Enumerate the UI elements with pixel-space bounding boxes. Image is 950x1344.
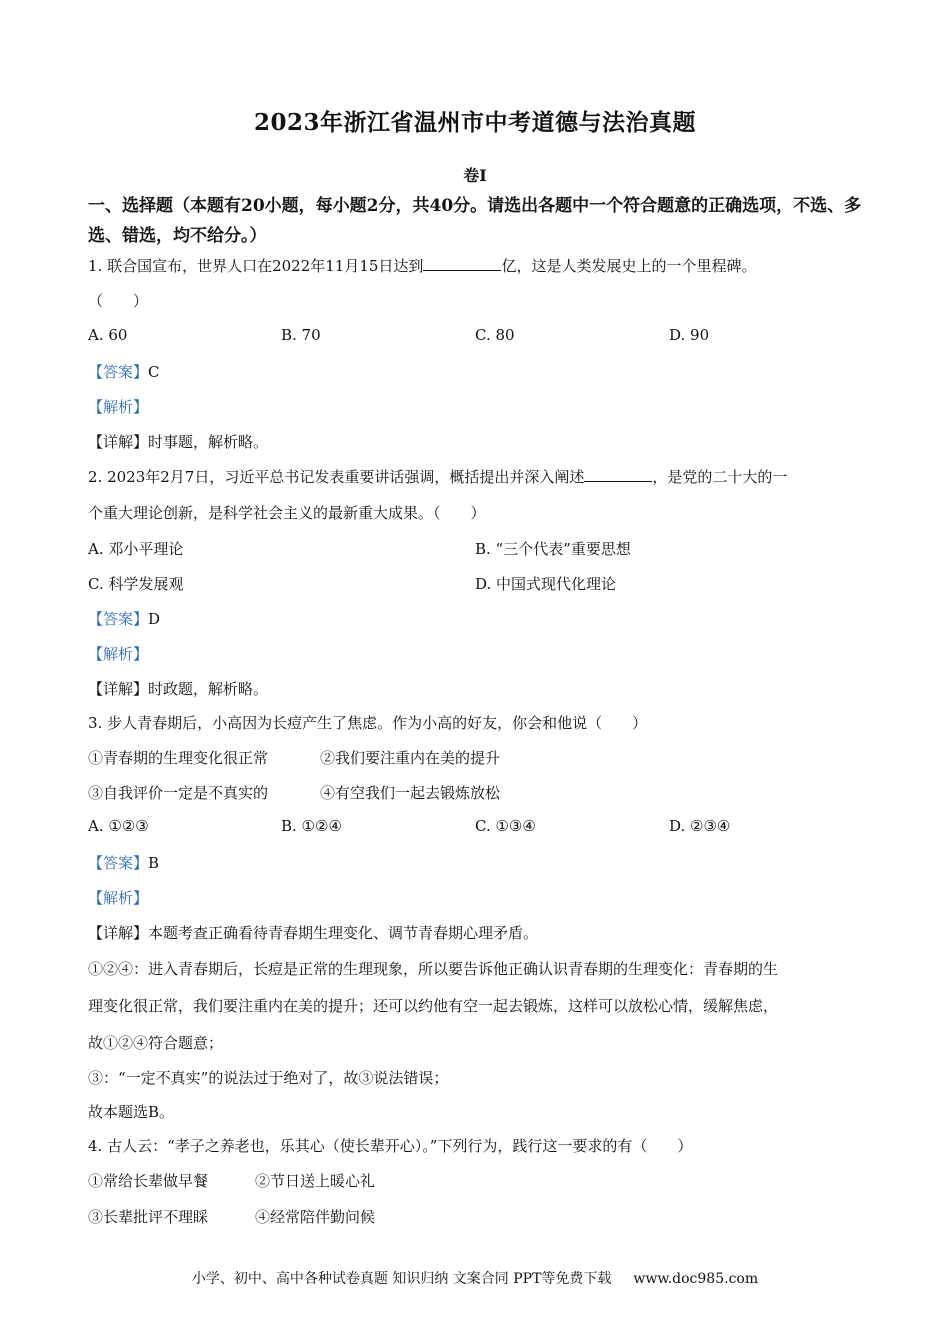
question-1-answer xyxy=(88,361,160,382)
question-2-stem-start: 2. 2023年2月7日，习近平总书记发表重要讲话强调，概括提出并深入阐述 xyxy=(88,468,585,486)
question-3-option-b: B. ①②④ xyxy=(281,817,342,835)
question-3-analysis-tag: 【解析】 xyxy=(88,889,149,907)
question-2-answer xyxy=(88,608,160,629)
question-2-option-c: C. 科学发展观 xyxy=(88,575,184,593)
answer-tag: 【答案】 xyxy=(88,363,149,381)
answer-blank xyxy=(423,256,501,271)
question-2-analysis-tag: 【解析】 xyxy=(88,645,149,663)
question-1-analysis-tag: 【解析】 xyxy=(88,398,149,416)
answer-tag: 【答案】 xyxy=(88,610,149,628)
question-3-explain-line: ③：“一定不真实”的说法过于绝对了，故③说法错误； xyxy=(88,1069,449,1087)
question-4-item-3: ③长辈批评不理睬 xyxy=(88,1208,209,1226)
question-3-item-2: ②我们要注重内在美的提升 xyxy=(320,749,501,767)
question-3-item-1: ①青春期的生理变化很正常 xyxy=(88,749,269,767)
question-1-stem-start: 1. 联合国宣布，世界人口在2022年11月15日达到 xyxy=(88,257,424,275)
question-3-conclusion: 故本题选B。 xyxy=(88,1103,175,1121)
question-1-option-b: B. 70 xyxy=(281,326,321,344)
question-2-stem xyxy=(88,466,787,487)
footer-website-link[interactable]: www.doc985.com xyxy=(633,1271,759,1287)
question-3-answer xyxy=(88,852,159,873)
question-1-stem-end: 亿，这是人类发展史上的一个里程碑。 xyxy=(501,257,757,275)
answer-value: B xyxy=(148,854,160,872)
footer-text: 小学、初中、高中各种试卷真题 知识归纳 文案合同 PPT等免费下载 xyxy=(191,1271,612,1287)
question-3-explain-line: ①②④：进入青春期后，长痘是正常的生理现象，所以要告诉他正确认识青春期的生理变化：青春期的生 xyxy=(88,960,779,978)
question-3-explain-line: 理变化很正常，我们要注重内在美的提升；还可以约他有空一起去锻炼，这样可以放松心情，缓解焦虑， xyxy=(88,997,779,1015)
question-2-option-d: D. 中国式现代化理论 xyxy=(475,575,617,593)
question-1-option-c: C. 80 xyxy=(475,326,515,344)
answer-tag: 【答案】 xyxy=(88,854,149,872)
question-1-stem xyxy=(88,255,756,276)
question-3-option-c: C. ①③④ xyxy=(475,817,536,835)
question-1-option-a: A. 60 xyxy=(88,326,128,344)
question-2-option-b: B. “三个代表”重要思想 xyxy=(475,540,631,558)
question-2-detail: 【详解】时政题，解析略。 xyxy=(88,680,269,698)
section-heading: 一、选择题（本题有20小题，每小题2分，共40分。请选出各题中一个符合题意的正确选项，不选、多选、错选，均不给分。） xyxy=(88,196,862,246)
answer-value: C xyxy=(148,363,160,381)
question-3-detail: 【详解】本题考查正确看待青春期生理变化、调节青春期心理矛盾。 xyxy=(88,924,539,942)
answer-value: D xyxy=(148,610,161,628)
question-4-item-1: ①常给长辈做早餐 xyxy=(88,1172,209,1190)
question-1-detail: 【详解】时事题，解析略。 xyxy=(88,433,269,451)
question-1-paren: （ ） xyxy=(88,292,149,310)
question-3-option-d: D. ②③④ xyxy=(669,817,731,835)
question-4-item-4: ④经常陪伴勤问候 xyxy=(255,1208,376,1226)
question-3-option-a: A. ①②③ xyxy=(88,817,149,835)
paper-section-label: 卷I xyxy=(463,166,487,185)
question-4-item-2: ②节日送上暖心礼 xyxy=(255,1172,376,1190)
question-2-option-a: A. 邓小平理论 xyxy=(88,540,184,558)
question-2-stem-end: ，是党的二十大的一 xyxy=(652,468,788,486)
page-title: 2023年浙江省温州市中考道德与法治真题 xyxy=(253,109,696,136)
question-3-stem: 3. 步人青春期后，小高因为长痘产生了焦虑。作为小高的好友，你会和他说（ ） xyxy=(88,714,648,732)
question-1-option-d: D. 90 xyxy=(669,326,710,344)
question-3-item-3: ③自我评价一定是不真实的 xyxy=(88,784,269,802)
page-footer xyxy=(0,1268,950,1288)
answer-blank xyxy=(584,467,652,482)
question-4-stem: 4. 古人云：“孝子之养老也，乐其心（使长辈开心）。”下列行为，践行这一要求的有（ ） xyxy=(88,1137,693,1155)
question-3-explain-line: 故①②④符合题意； xyxy=(88,1034,224,1052)
question-3-item-4: ④有空我们一起去锻炼放松 xyxy=(320,784,501,802)
question-2-stem-cont: 个重大理论创新，是科学社会主义的最新重大成果。（ ） xyxy=(88,504,486,522)
